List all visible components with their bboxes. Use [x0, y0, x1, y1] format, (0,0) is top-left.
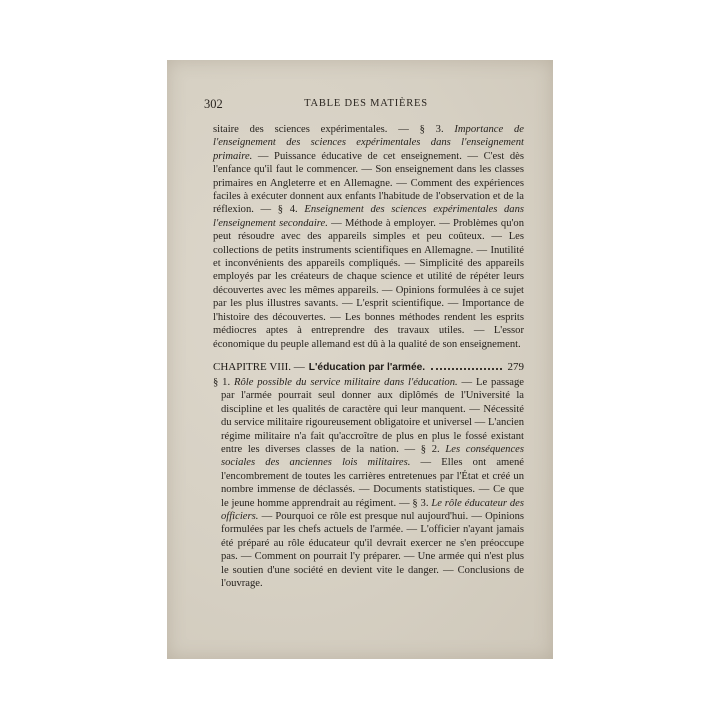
chapter-entry [213, 360, 524, 375]
text-run: — Puissance éducative de cet enseignement. — C'est dès l'enfance qu'il faut le commencer. — Son enseignement dans les classes primaires en Angleterre et en Allemagne. — Comment des expériences faciles à exécuter donnent aux enfants l'habitude de l'observation et de la réflexion. — § 4. [213, 150, 524, 216]
chapter-page-number: 279 [507, 360, 524, 373]
chapter-label: CHAPITRE VIII. — [213, 360, 305, 373]
italic-heading: Importance de l'enseignement des sciences expérimentales dans l'enseignement primaire. [213, 124, 524, 162]
page-body [213, 123, 524, 590]
paragraph-bottom [213, 376, 524, 591]
paragraph-top [213, 123, 524, 351]
text-run: § 1. [213, 376, 234, 388]
text-run: — Pourquoi ce rôle est presque nul aujourd'hui. — Opinions formulées par les chefs actuels de l'armée. — L'officier n'ayant jamais été préparé au rôle éducateur qu'il devrait exercer ne s'en préoccupe pas. — Comment on pourrait l'y préparer. — Une armée qui n'est plus le soutien d'une société en devient vite le danger. — Conclusions de l'ouvrage. [221, 510, 524, 589]
italic-heading: Le rôle éducateur des officiers. [221, 497, 524, 522]
text-run: — Méthode à employer. — Problèmes qu'on peut résoudre avec des appareils simples et peu coûteux. — Les collections de petits instruments scientifiques en Allemagne. — Inutilité et inconvénients des appareils compliqués. — Simplicité des appareils employés par les créateurs de chaque science et utilité de répéter leurs découvertes avec les mêmes appareils. — Opinions formulées à ce sujet par les plus illustres savants. — L'esprit scientifique. — Importance de l'histoire des découvertes. — Les bonnes méthodes rendent les esprits médiocres aptes à entreprendre des travaux utiles. — L'essor économique du peuple allemand est dû à la qualité de son enseignement. [213, 217, 525, 350]
text-run: — Elles ont amené l'encombrement de toutes les carrières entretenues par l'État et créé un nombre immense de déclassés. — Documents statistiques. — Ce que le jeune homme apprendrait au régiment. — § 3. [221, 457, 524, 509]
running-title: TABLE DES MATIÈRES [304, 98, 428, 109]
page-header [204, 97, 528, 111]
book-page [167, 60, 553, 659]
italic-heading: Les conséquences sociales des anciennes lois militaires. [221, 443, 524, 469]
italic-heading: Enseignement des sciences expérimentales dans l'enseignement secondaire. [213, 204, 524, 229]
italic-heading: Rôle possible du service militaire dans l'éducation. [233, 376, 458, 388]
text-run: — Le passage par l'armée pourrait seul donner aux diplômés de l'Université la discipline et les qualités de caractère qui leur manquent. — Nécessité du service militaire rigoureusement obligatoire et universel — L'ancien régime militaire n'a fait qu'accroître de plus en plus le fossé existant entre les diverses classes de la nation. — § 2. [221, 376, 524, 455]
chapter-title: L'éducation par l'armée. [308, 361, 426, 373]
dot-leader [431, 368, 501, 370]
text-run: sitaire des sciences expérimentales. — § 3. [213, 124, 455, 135]
page-number: 302 [204, 97, 223, 111]
